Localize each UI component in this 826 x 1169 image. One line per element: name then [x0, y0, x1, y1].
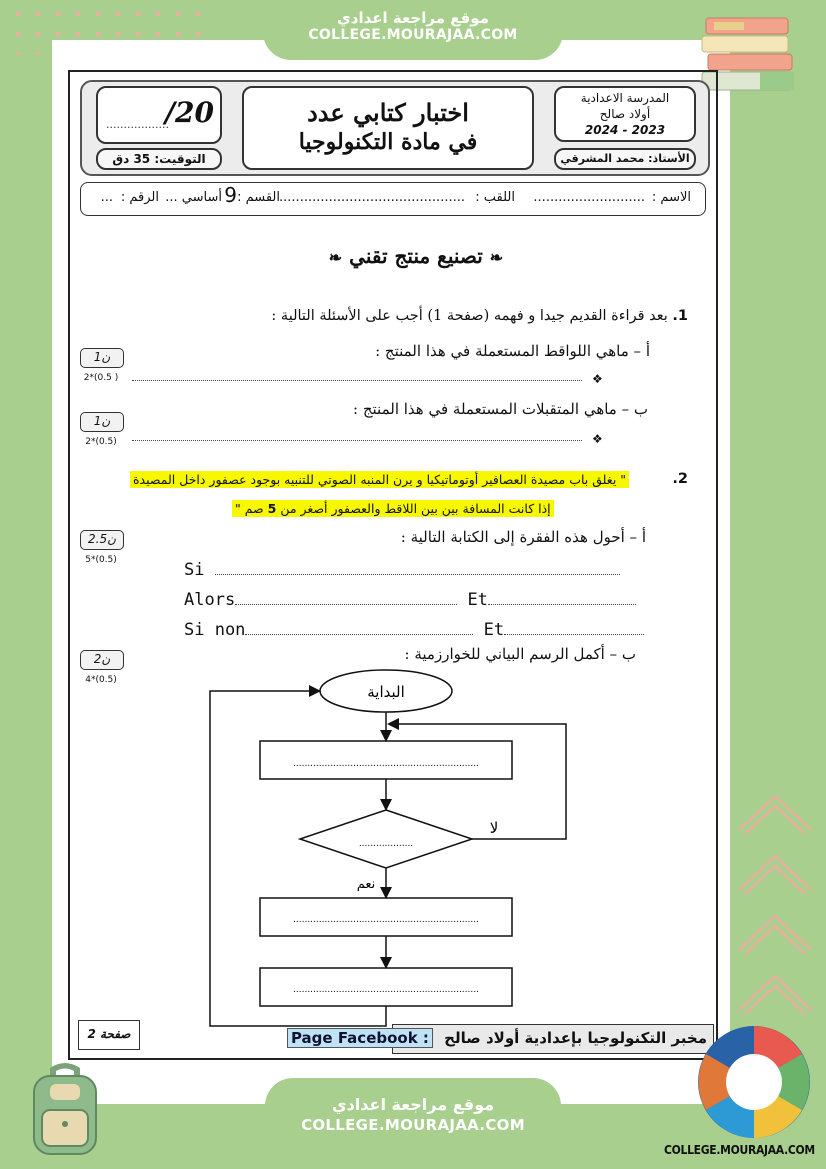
surname-field[interactable]: .............................................: [279, 190, 465, 205]
q2a-mark: 2.5ن: [80, 530, 124, 550]
q1b-mark-detail: 2*(0.5): [85, 437, 117, 447]
exam-title: اختبار كتابي عدد: [307, 98, 469, 127]
number-field[interactable]: ...: [100, 190, 113, 205]
college-mourajaa-logo: [694, 1022, 814, 1142]
number-label: الرقم :: [120, 190, 159, 205]
q2-quote-line2-num: 5: [267, 501, 277, 516]
start-label: البداية: [367, 683, 405, 701]
unit-title-text: تصنيع منتج تقني: [349, 244, 483, 268]
page-number: صفحة 2: [78, 1020, 140, 1050]
yes-label: نعم: [356, 877, 376, 892]
site-url-bottom[interactable]: COLLEGE.MOURAJAA.COM: [301, 1116, 525, 1134]
score-total: /20: [164, 96, 214, 129]
class-label: القسم :: [237, 190, 280, 205]
teacher-label: الأستاذ: محمد المشرقي: [554, 148, 696, 170]
q1-text: بعد قراءة القديم جيدا و فهمه (صفحة 1) أجب على الأسئلة التالية :: [271, 308, 668, 324]
q1a-mark-detail: 2*(0.5 ): [83, 373, 119, 383]
backpack-icon: [20, 1058, 110, 1158]
diamond-bullet-icon: ❖: [592, 432, 603, 446]
site-name-bottom: موقع مراجعة اعدادي: [331, 1095, 495, 1114]
facebook-page-name: مخبر التكنولوجيا بإعدادية أولاد صالح: [444, 1029, 707, 1047]
diamond-bullet-icon: ❖: [592, 372, 603, 386]
facebook-banner[interactable]: [290, 1024, 714, 1054]
q1b-mark: 1ن: [80, 412, 124, 432]
q2b-mark: 2ن: [80, 650, 124, 670]
class-value: 9: [224, 183, 237, 207]
process-2-dots: .................................................................: [293, 915, 479, 925]
time-label: التوقيت: 35 دق: [96, 148, 222, 170]
q2b-label: ب – أكمل الرسم البياني للخوارزمية :: [404, 645, 636, 663]
et-keyword: Et: [467, 590, 488, 610]
name-label: الاسم :: [651, 190, 691, 205]
school-town: أولاد صالح: [599, 107, 651, 121]
school-name: المدرسة الاعدادية: [580, 91, 670, 105]
q1-number: 1.: [672, 308, 688, 324]
q2-number-text: 2.: [672, 471, 688, 487]
name-field[interactable]: ...........................: [533, 190, 645, 205]
q1a-mark: 1ن: [80, 348, 124, 368]
q2b-mark-detail: 4*(0.5): [85, 675, 117, 685]
facebook-tag: Page Facebook :: [287, 1028, 433, 1048]
site-name: موقع مراجعة اعدادي: [337, 9, 489, 27]
surname-label: اللقب :: [475, 190, 515, 205]
site-tab-bottom[interactable]: [265, 1078, 561, 1154]
process-1-dots: .................................................................: [293, 759, 479, 769]
et-keyword: Et: [483, 620, 505, 640]
decision-dots: ...................: [358, 839, 414, 849]
chevron-decoration-icon: [735, 790, 815, 1020]
site-url[interactable]: COLLEGE.MOURAJAA.COM: [308, 27, 518, 43]
ornament-left-icon: ❧: [328, 248, 343, 267]
q1b-label: ب – ماهي المتقبلات المستعملة في هذا المنتج :: [353, 400, 648, 418]
sinon-keyword: Si non: [184, 620, 246, 640]
si-keyword: Si: [184, 560, 205, 580]
school-year: 2024 - 2023: [584, 123, 666, 137]
alors-keyword: Alors: [184, 590, 236, 610]
exam-subject: في مادة التكنولوجيا: [298, 129, 478, 155]
q2a-mark-detail: 5*(0.5): [85, 555, 117, 565]
no-label: لا: [489, 819, 499, 837]
q2-quote-line2-pre: إذا كانت المسافة بين بين اللاقط والعصفور أصغر من: [280, 501, 551, 516]
q2-quote-line1: " يغلق باب مصيدة العصافير أوتوماتيكيا و يرن المنبه الصوتي للتنبيه بوجود عصفور داخل المصيدة: [130, 471, 629, 488]
ornament-right-icon: ❧: [489, 248, 504, 267]
process-3-dots: .................................................................: [293, 985, 479, 995]
score-dots: ..................: [106, 118, 169, 131]
brand-footer[interactable]: COLLEGE.MOURAJAA.COM: [664, 1143, 815, 1157]
class-suffix: أساسي ...: [165, 190, 222, 205]
q2-quote-line2-post: صم ": [235, 501, 264, 516]
q1a-label: أ – ماهي اللواقط المستعملة في هذا المنتج :: [375, 342, 650, 360]
q2a-label: أ – أحول هذه الفقرة إلى الكتابة التالية :: [400, 528, 646, 546]
